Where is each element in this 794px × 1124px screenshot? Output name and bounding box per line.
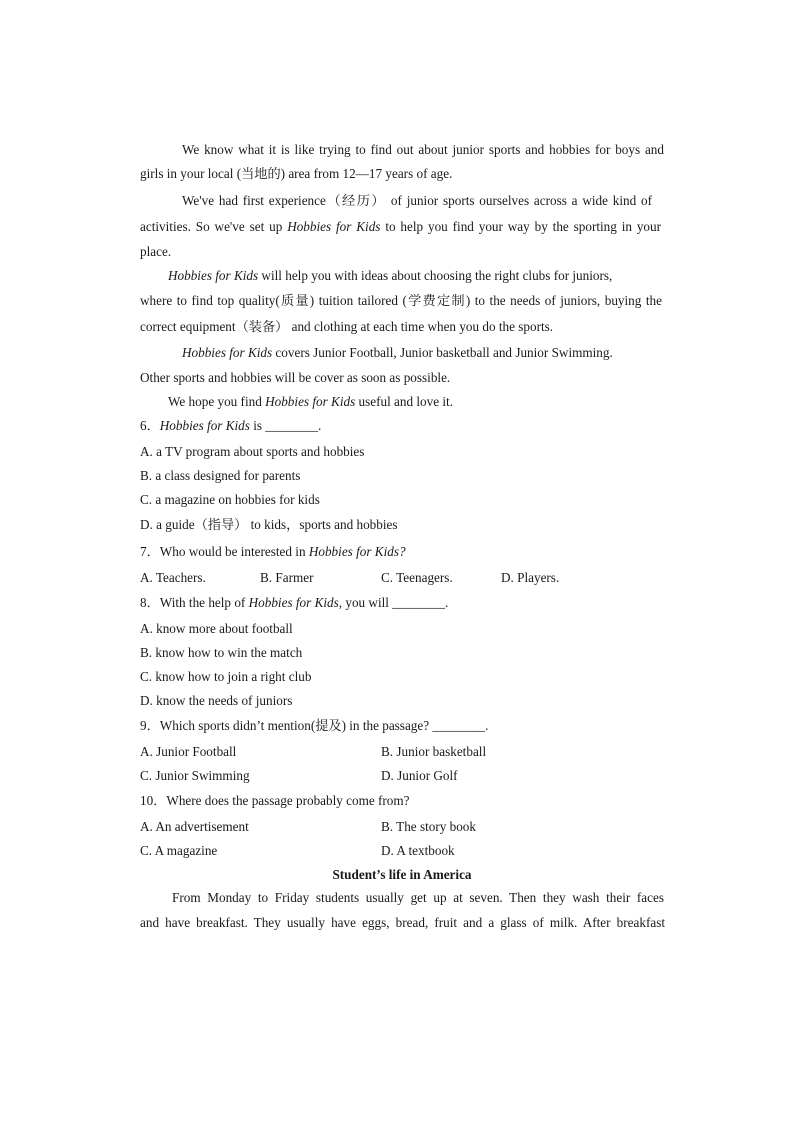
passage1-line: Hobbies for Kids covers Junior Football, Junior basketball and Junior Swimming. bbox=[182, 345, 613, 360]
q7-option-c: C. Teenagers. bbox=[381, 570, 453, 585]
passage2-title: Student’s life in America bbox=[332, 867, 472, 882]
question-8-stem: 8．With the help of Hobbies for Kids, you will ________. bbox=[140, 595, 449, 610]
q6-option-a: A. a TV program about sports and hobbies bbox=[140, 444, 365, 459]
passage2-line: From Monday to Friday students usually get up at seven. Then they wash their faces bbox=[172, 890, 664, 905]
passage1-line: We know what it is like trying to find out about junior sports and hobbies for boys and bbox=[182, 142, 664, 157]
question-6-stem: 6．Hobbies for Kids is ________. bbox=[140, 418, 322, 433]
passage1-line: girls in your local (当地的) area from 12—17 years of age. bbox=[140, 166, 453, 181]
q8-option-a: A. know more about football bbox=[140, 621, 293, 636]
q9-option-c: C. Junior Swimming bbox=[140, 768, 250, 783]
q6-option-d: D. a guide（指导） to kids，sports and hobbies bbox=[140, 517, 398, 532]
q9-option-d: D. Junior Golf bbox=[381, 768, 458, 783]
question-10-stem: 10．Where does the passage probably come from? bbox=[140, 793, 410, 808]
passage1-line: where to find top quality(质量) tuition tailored (学费定制) to the needs of juniors, buying the bbox=[140, 293, 662, 308]
q7-option-b: B. Farmer bbox=[260, 570, 314, 585]
q10-option-a: A. An advertisement bbox=[140, 819, 249, 834]
passage1-line: correct equipment（装备） and clothing at each time when you do the sports. bbox=[140, 319, 554, 334]
q8-option-d: D. know the needs of juniors bbox=[140, 693, 293, 708]
q9-option-b: B. Junior basketball bbox=[381, 744, 487, 759]
passage1-line: Other sports and hobbies will be cover as soon as possible. bbox=[140, 370, 451, 385]
passage1-line: activities. So we've set up Hobbies for Kids to help you find your way by the sporting in your bbox=[140, 219, 662, 234]
q7-option-a: A. Teachers. bbox=[140, 570, 206, 585]
passage1-line: place. bbox=[140, 244, 172, 259]
q10-option-d: D. A textbook bbox=[381, 843, 455, 858]
q10-option-c: C. A magazine bbox=[140, 843, 218, 858]
question-7-stem: 7．Who would be interested in Hobbies for Kids? bbox=[140, 544, 406, 559]
q6-option-b: B. a class designed for parents bbox=[140, 468, 301, 483]
passage1-line: We hope you find Hobbies for Kids useful and love it. bbox=[168, 394, 454, 409]
q10-option-b: B. The story book bbox=[381, 819, 476, 834]
q8-option-c: C. know how to join a right club bbox=[140, 669, 312, 684]
passage2-line: and have breakfast. They usually have eggs, bread, fruit and a glass of milk. After breakfast bbox=[140, 915, 665, 930]
q6-option-c: C. a magazine on hobbies for kids bbox=[140, 492, 320, 507]
q7-option-d: D. Players. bbox=[501, 570, 560, 585]
q8-option-b: B. know how to win the match bbox=[140, 645, 303, 660]
passage1-line: We've had first experience（经历） of junior sports ourselves across a wide kind of bbox=[182, 193, 652, 208]
q9-option-a: A. Junior Football bbox=[140, 744, 237, 759]
passage1-line: Hobbies for Kids will help you with ideas about choosing the right clubs for juniors, bbox=[168, 268, 613, 283]
question-9-stem: 9．Which sports didn’t mention(提及) in the passage? ________. bbox=[140, 718, 489, 733]
